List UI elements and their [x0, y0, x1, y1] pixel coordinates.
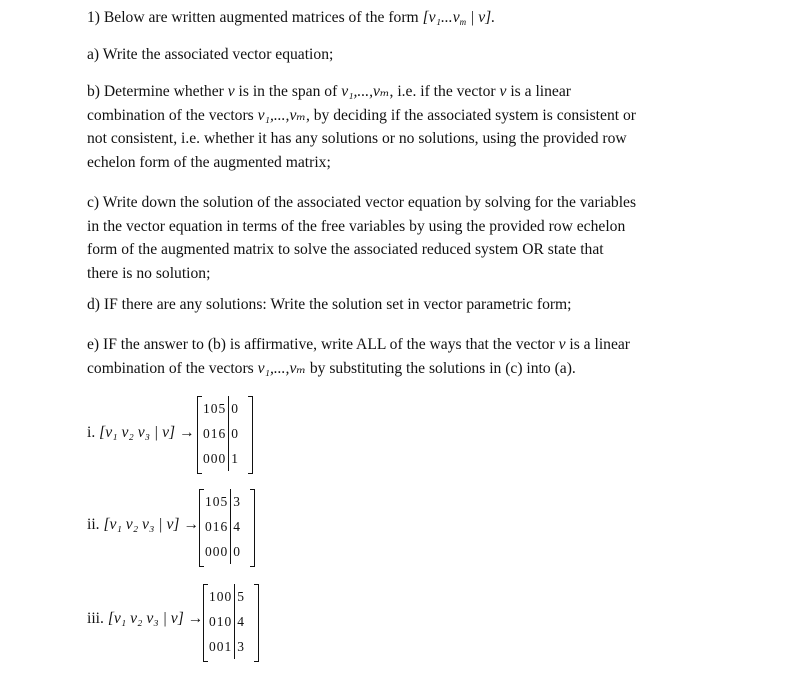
matrix-row: 1 0 0 5 — [203, 584, 259, 609]
matrix-row: 0 0 0 1 — [197, 446, 253, 471]
problem-header: 1) Below are written augmented matrices of the form [$v_1...v_m$ | v]. — [87, 9, 496, 27]
matrix-row: 1 0 5 0 — [197, 396, 253, 421]
part-c — [87, 191, 727, 285]
matrix-row: 0 1 6 0 — [197, 421, 253, 446]
echelon-matrix — [197, 396, 253, 471]
part-b — [87, 80, 727, 174]
part-b-line-4: echelon form of the augmented matrix; — [87, 153, 331, 171]
echelon-matrix — [203, 584, 259, 659]
matrix-row: 0 0 1 3 — [203, 634, 259, 659]
matrix-row: 0 1 6 4 — [199, 514, 255, 539]
part-e-line-2: combination of the vectors v₁,...,vₘ by substituting the solutions in (c) into (a). — [87, 359, 576, 377]
part-d: d) IF there are any solutions: Write the solution set in vector parametric form; — [87, 296, 572, 313]
part-b-line-1: b) Determine whether v is in the span of v₁,...,vₘ, i.e. if the vector v is a linear — [87, 83, 571, 100]
matrix-label: iii. [v₁ v₂ v₃ | v] → — [87, 610, 204, 627]
matrix-label: ii. [v₁ v₂ v₃ | v] → — [87, 516, 199, 533]
part-c-line: form of the augmented matrix to solve the associated reduced system OR state that — [87, 241, 604, 258]
part-b-line-2: combination of the vectors v₁,...,vₘ, by deciding if the associated system is consistent or — [87, 106, 636, 124]
part-b-line-3: not consistent, i.e. whether it has any solutions or no solutions, using the provided row — [87, 130, 627, 147]
augmented-form-expression: [$v_1...v_m$ | v]. — [422, 9, 496, 27]
part-c-line: c) Write down the solution of the associated vector equation by solving for the variables — [87, 194, 637, 211]
part-c-line: in the vector equation in terms of the free variables by using the provided row echelon — [87, 217, 626, 235]
echelon-matrix — [199, 489, 255, 564]
part-c-line: there is no solution; — [87, 264, 211, 282]
part-e-line-1: e) IF the answer to (b) is affirmative, write ALL of the ways that the vector v is a linear — [87, 336, 630, 353]
part-a: a) Write the associated vector equation; — [87, 46, 334, 63]
matrix-label: i. [v₁ v₂ v₃ | v] → — [87, 424, 195, 441]
part-e — [87, 333, 727, 380]
matrix-row: 0 1 0 4 — [203, 609, 259, 634]
matrix-row: 0 0 0 0 — [199, 539, 255, 564]
matrix-row: 1 0 5 3 — [199, 489, 255, 514]
